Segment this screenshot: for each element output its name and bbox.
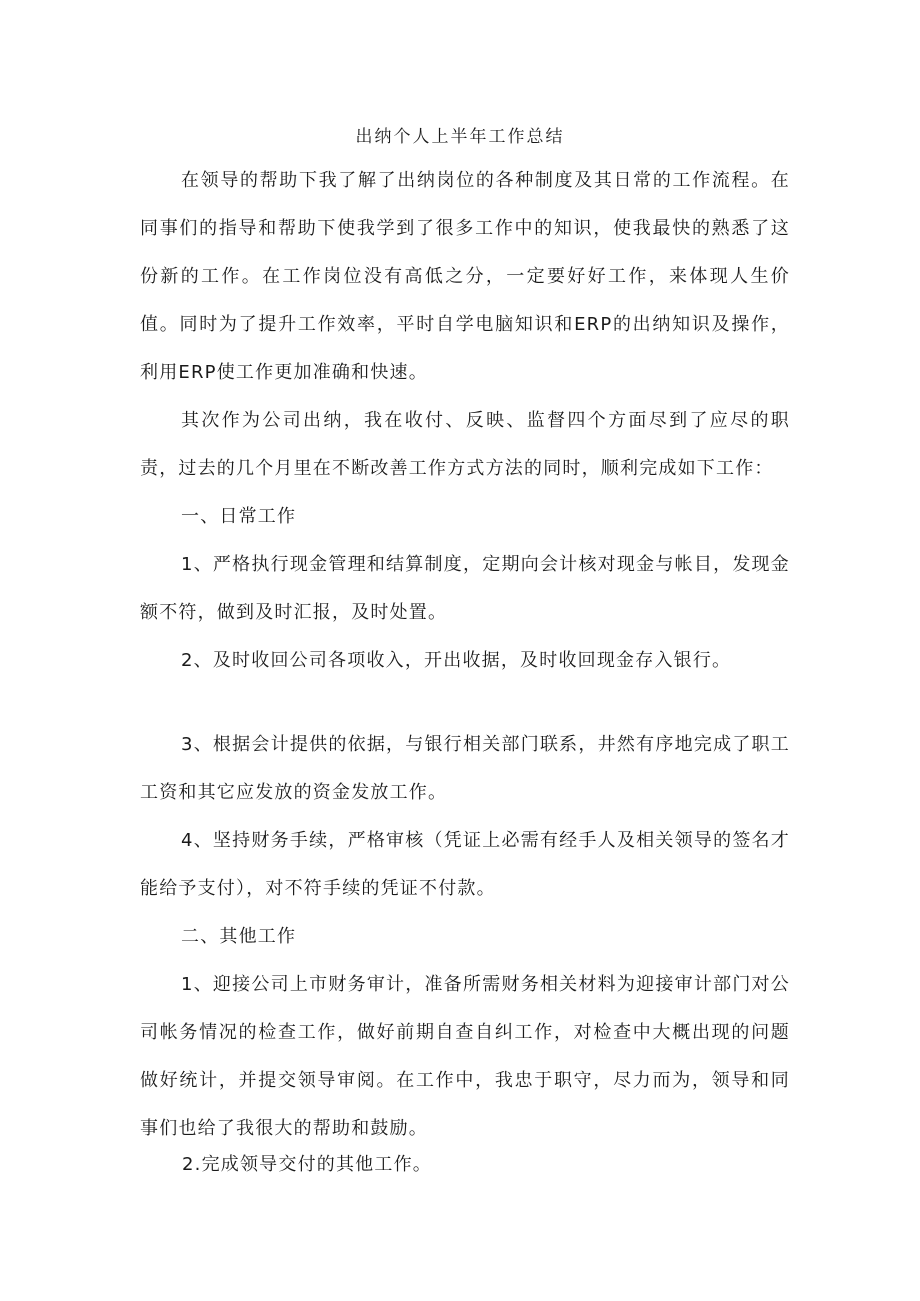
document-title: 出纳个人上半年工作总结 [355,127,565,147]
daily-item-2: 2、及时收回公司各项收入，开出收据，及时收回现金存入银行。 [181,650,732,671]
other-item-1: 1、迎接公司上市财务审计，准备所需财务相关材料为迎接审计部门对公司帐务情况的检查工作，做好前期自查自纠工作，对检查中大概出现的问题做好统计，并提交领导审阅。在工作中，我忠于职守，尽力而为，领导和同事们也给了我很大的帮助和鼓励。 [140,974,790,1139]
section-heading-daily-work: 一、日常工作 [181,506,297,527]
other-item-2: 2.完成领导交付的其他工作。 [182,1154,432,1175]
daily-item-3: 3、根据会计提供的依据，与银行相关部门联系，井然有序地完成了职工工资和其它应发放的资金发放工作。 [140,734,790,803]
daily-item-4: 4、坚持财务手续，严格审核（凭证上必需有经手人及相关领导的签名才能给予支付），对不符手续的凭证不付款。 [140,830,790,899]
body-block-2 [140,721,790,1153]
body-block-1 [140,157,790,685]
daily-item-1: 1、严格执行现金管理和结算制度，定期向会计核对现金与帐目，发现金额不符，做到及时汇报，及时处置。 [140,554,790,623]
section-heading-other-work: 二、其他工作 [181,926,297,947]
paragraph-duties: 其次作为公司出纳，我在收付、反映、监督四个方面尽到了应尽的职责，过去的几个月里在不断改善工作方式方法的同时，顺利完成如下工作： [140,410,790,479]
paragraph-intro: 在领导的帮助下我了解了出纳岗位的各种制度及其日常的工作流程。在同事们的指导和帮助下使我学到了很多工作中的知识，使我最快的熟悉了这份新的工作。在工作岗位没有高低之分，一定要好好工作，来体现人生价值。同时为了提升工作效率，平时自学电脑知识和ERP的出纳知识及操作，利用ERP使工作更加准确和快速。 [140,170,790,383]
